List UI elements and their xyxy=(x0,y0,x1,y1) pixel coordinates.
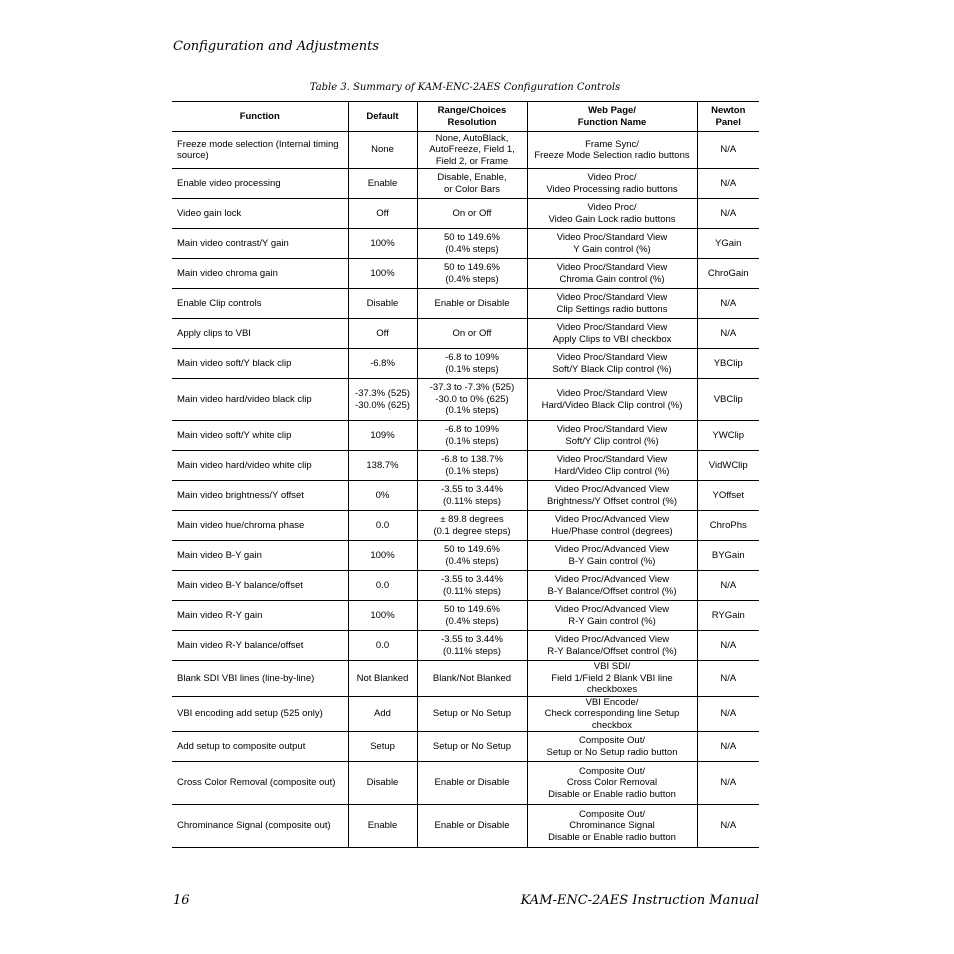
cell-range: On or Off xyxy=(417,319,527,349)
cell-function: Video gain lock xyxy=(172,199,348,229)
cell-default: 0.0 xyxy=(348,571,417,601)
table-row xyxy=(172,732,759,762)
cell-newton-panel: YWClip xyxy=(697,421,759,451)
cell-web-page: Video Proc/Advanced View B-Y Balance/Offset control (%) xyxy=(527,571,697,601)
cell-default: None xyxy=(348,132,417,169)
cell-range: -3.55 to 3.44% (0.11% steps) xyxy=(417,571,527,601)
cell-default: Not Blanked xyxy=(348,661,417,697)
table-row xyxy=(172,571,759,601)
table-row xyxy=(172,762,759,805)
cell-newton-panel: N/A xyxy=(697,696,759,732)
table-row xyxy=(172,132,759,169)
cell-range: Enable or Disable xyxy=(417,762,527,805)
cell-default: 138.7% xyxy=(348,451,417,481)
cell-newton-panel: N/A xyxy=(697,132,759,169)
cell-function: Add setup to composite output xyxy=(172,732,348,762)
cell-range: -37.3 to -7.3% (525) -30.0 to 0% (625) (0.1% steps) xyxy=(417,379,527,421)
cell-default: 100% xyxy=(348,601,417,631)
cell-web-page: Composite Out/ Cross Color Removal Disable or Enable radio button xyxy=(527,762,697,805)
table-row xyxy=(172,696,759,732)
cell-newton-panel: N/A xyxy=(697,169,759,199)
cell-default: 100% xyxy=(348,229,417,259)
cell-range: 50 to 149.6% (0.4% steps) xyxy=(417,541,527,571)
column-header-web-page: Web Page/ Function Name xyxy=(527,102,697,132)
cell-default: Off xyxy=(348,199,417,229)
cell-function: Main video hard/video black clip xyxy=(172,379,348,421)
cell-default: 109% xyxy=(348,421,417,451)
cell-default: Disable xyxy=(348,289,417,319)
table-row xyxy=(172,421,759,451)
cell-function: Main video brightness/Y offset xyxy=(172,481,348,511)
cell-default: Off xyxy=(348,319,417,349)
table-row xyxy=(172,199,759,229)
running-header: Configuration and Adjustments xyxy=(173,39,380,54)
table-row xyxy=(172,349,759,379)
cell-range: 50 to 149.6% (0.4% steps) xyxy=(417,229,527,259)
cell-function: Main video soft/Y black clip xyxy=(172,349,348,379)
cell-range: -3.55 to 3.44% (0.11% steps) xyxy=(417,481,527,511)
cell-range: Enable or Disable xyxy=(417,805,527,848)
table-caption: Table 3. Summary of KAM-ENC-2AES Configuration Controls xyxy=(309,82,621,93)
table-header-row xyxy=(172,102,759,132)
manual-title: KAM-ENC-2AES Instruction Manual xyxy=(520,893,759,908)
cell-newton-panel: ChroGain xyxy=(697,259,759,289)
table-row xyxy=(172,229,759,259)
cell-function: Main video R-Y balance/offset xyxy=(172,631,348,661)
cell-range: On or Off xyxy=(417,199,527,229)
table-row xyxy=(172,169,759,199)
cell-web-page: Video Proc/Advanced View Brightness/Y Offset control (%) xyxy=(527,481,697,511)
cell-range: Disable, Enable, or Color Bars xyxy=(417,169,527,199)
table-row xyxy=(172,601,759,631)
cell-web-page: Video Proc/ Video Processing radio buttons xyxy=(527,169,697,199)
cell-default: 100% xyxy=(348,259,417,289)
cell-web-page: Video Proc/Standard View Y Gain control (%) xyxy=(527,229,697,259)
cell-newton-panel: N/A xyxy=(697,762,759,805)
cell-newton-panel: VBClip xyxy=(697,379,759,421)
table-row xyxy=(172,259,759,289)
cell-default: Enable xyxy=(348,805,417,848)
table-row xyxy=(172,481,759,511)
cell-newton-panel: YOffset xyxy=(697,481,759,511)
cell-range: Blank/Not Blanked xyxy=(417,661,527,697)
cell-newton-panel: ChroPhs xyxy=(697,511,759,541)
cell-newton-panel: N/A xyxy=(697,631,759,661)
cell-web-page: Video Proc/Advanced View R-Y Gain control (%) xyxy=(527,601,697,631)
cell-default: Enable xyxy=(348,169,417,199)
cell-default: -37.3% (525) -30.0% (625) xyxy=(348,379,417,421)
table-row xyxy=(172,319,759,349)
cell-web-page: Video Proc/Standard View Hard/Video Black Clip control (%) xyxy=(527,379,697,421)
cell-function: Chrominance Signal (composite out) xyxy=(172,805,348,848)
cell-web-page: Video Proc/Standard View Clip Settings radio buttons xyxy=(527,289,697,319)
cell-newton-panel: N/A xyxy=(697,661,759,697)
table-row xyxy=(172,289,759,319)
cell-web-page: Video Proc/Standard View Soft/Y Black Clip control (%) xyxy=(527,349,697,379)
column-header-range: Range/Choices Resolution xyxy=(417,102,527,132)
cell-function: Main video hard/video white clip xyxy=(172,451,348,481)
table-body xyxy=(172,132,759,848)
cell-function: Freeze mode selection (Internal timing source) xyxy=(172,132,348,169)
cell-newton-panel: N/A xyxy=(697,732,759,762)
cell-default: Disable xyxy=(348,762,417,805)
cell-range: -3.55 to 3.44% (0.11% steps) xyxy=(417,631,527,661)
cell-range: Enable or Disable xyxy=(417,289,527,319)
cell-function: Main video B-Y balance/offset xyxy=(172,571,348,601)
table-row xyxy=(172,661,759,697)
table-row xyxy=(172,805,759,848)
cell-web-page: Video Proc/Advanced View R-Y Balance/Offset control (%) xyxy=(527,631,697,661)
cell-range: 50 to 149.6% (0.4% steps) xyxy=(417,601,527,631)
cell-range: 50 to 149.6% (0.4% steps) xyxy=(417,259,527,289)
cell-function: VBI encoding add setup (525 only) xyxy=(172,696,348,732)
cell-function: Apply clips to VBI xyxy=(172,319,348,349)
cell-default: -6.8% xyxy=(348,349,417,379)
table-row xyxy=(172,379,759,421)
cell-default: 100% xyxy=(348,541,417,571)
cell-function: Main video soft/Y white clip xyxy=(172,421,348,451)
cell-default: Add xyxy=(348,696,417,732)
cell-function: Cross Color Removal (composite out) xyxy=(172,762,348,805)
cell-range: ± 89.8 degrees (0.1 degree steps) xyxy=(417,511,527,541)
cell-function: Enable video processing xyxy=(172,169,348,199)
cell-function: Main video contrast/Y gain xyxy=(172,229,348,259)
cell-newton-panel: N/A xyxy=(697,571,759,601)
cell-newton-panel: N/A xyxy=(697,289,759,319)
cell-web-page: Video Proc/Standard View Chroma Gain control (%) xyxy=(527,259,697,289)
cell-web-page: VBI Encode/ Check corresponding line Setup checkbox xyxy=(527,696,697,732)
cell-web-page: Video Proc/Standard View Hard/Video Clip control (%) xyxy=(527,451,697,481)
cell-default: 0.0 xyxy=(348,511,417,541)
cell-default: 0% xyxy=(348,481,417,511)
page-number: 16 xyxy=(173,893,190,908)
cell-default: Setup xyxy=(348,732,417,762)
cell-web-page: Video Proc/Advanced View B-Y Gain control (%) xyxy=(527,541,697,571)
table-row xyxy=(172,511,759,541)
cell-default: 0.0 xyxy=(348,631,417,661)
column-header-newton-panel: Newton Panel xyxy=(697,102,759,132)
cell-range: None, AutoBlack, AutoFreeze, Field 1, Field 2, or Frame xyxy=(417,132,527,169)
table-row xyxy=(172,631,759,661)
cell-function: Enable Clip controls xyxy=(172,289,348,319)
cell-web-page: Composite Out/ Setup or No Setup radio button xyxy=(527,732,697,762)
table-row xyxy=(172,541,759,571)
cell-web-page: Video Proc/ Video Gain Lock radio buttons xyxy=(527,199,697,229)
cell-function: Main video chroma gain xyxy=(172,259,348,289)
cell-function: Blank SDI VBI lines (line-by-line) xyxy=(172,661,348,697)
cell-web-page: Frame Sync/ Freeze Mode Selection radio buttons xyxy=(527,132,697,169)
table-row xyxy=(172,451,759,481)
cell-newton-panel: BYGain xyxy=(697,541,759,571)
cell-newton-panel: N/A xyxy=(697,805,759,848)
cell-range: -6.8 to 138.7% (0.1% steps) xyxy=(417,451,527,481)
configuration-controls-table xyxy=(172,101,759,848)
cell-newton-panel: YBClip xyxy=(697,349,759,379)
cell-range: -6.8 to 109% (0.1% steps) xyxy=(417,421,527,451)
cell-newton-panel: YGain xyxy=(697,229,759,259)
cell-web-page: Video Proc/Standard View Apply Clips to VBI checkbox xyxy=(527,319,697,349)
cell-newton-panel: RYGain xyxy=(697,601,759,631)
column-header-function: Function xyxy=(172,102,348,132)
cell-function: Main video R-Y gain xyxy=(172,601,348,631)
cell-range: Setup or No Setup xyxy=(417,696,527,732)
column-header-default: Default xyxy=(348,102,417,132)
cell-web-page: Composite Out/ Chrominance Signal Disable or Enable radio button xyxy=(527,805,697,848)
cell-web-page: Video Proc/Standard View Soft/Y Clip control (%) xyxy=(527,421,697,451)
cell-newton-panel: N/A xyxy=(697,319,759,349)
cell-web-page: Video Proc/Advanced View Hue/Phase control (degrees) xyxy=(527,511,697,541)
cell-newton-panel: N/A xyxy=(697,199,759,229)
cell-range: Setup or No Setup xyxy=(417,732,527,762)
cell-newton-panel: VidWClip xyxy=(697,451,759,481)
cell-function: Main video B-Y gain xyxy=(172,541,348,571)
cell-function: Main video hue/chroma phase xyxy=(172,511,348,541)
cell-web-page: VBI SDI/ Field 1/Field 2 Blank VBI line checkboxes xyxy=(527,661,697,697)
cell-range: -6.8 to 109% (0.1% steps) xyxy=(417,349,527,379)
